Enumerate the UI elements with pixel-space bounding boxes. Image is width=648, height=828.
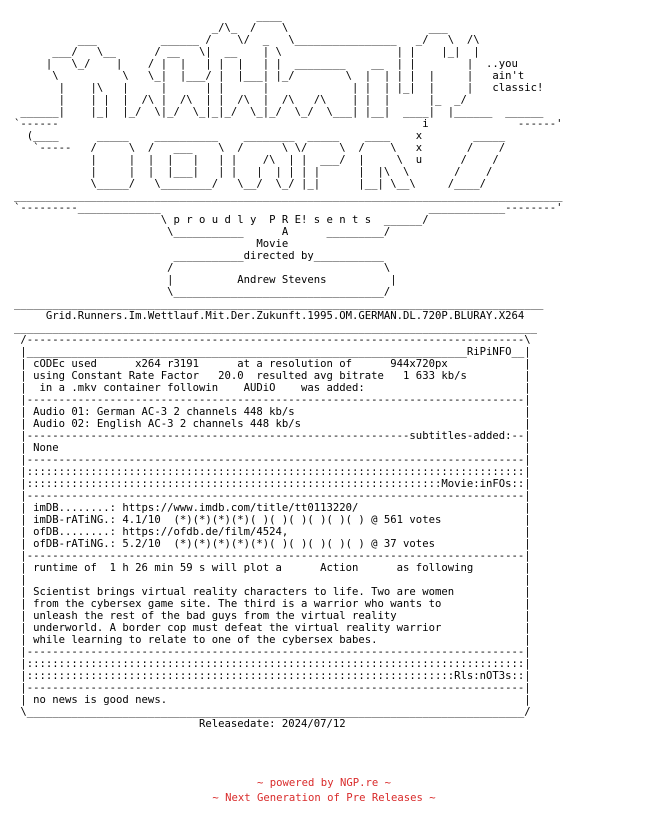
footer-tagline: ~ Next Generation of Pre Releases ~	[212, 792, 436, 804]
footer-powered-by: ~ powered by NGP.re ~	[257, 777, 391, 789]
nfo-ascii-text: ____ _/\_ / \ ___ ___ ______ / \/ _ \________________ _/ \ /\ ___/ \__ / __ \| __ | \ | | |_| | | \_/ | / | | | | | | | ________ __ | | | ..you \ \ \_| |___/ | |___| |_/ \ | | | | | | ain't | |\ | | | | | | | | |_| | | classic! | | | | /\ | /\ | | /\ | /\ /\ | | | |_ _/ ______| |_| |_/ \|_/ \_|_|_/ \_|_/ \_/ \___| |__| ____| |______ ______ `------ i ------' (____ _____ __________ ________ _____ ____ x _____ `----- / \ / ___ \ / \ \/ \ / \ x / / | | | | | | | /\ | | ___/ | \ u / / | | | |___| | | | | | | | | |\ \ / / \_____/ \________/ \__/ \_/ |_| |__| \__\ /____/ ______________________________________________________________________________________ `---------_____________ ____________--------' \ p r o u d l y P R E! s e n t s ______/ \___________ A _________/ Movie ___________directed by___________ / \ | Andrew Stevens | \_________________________________/ ___________________________________________________________________________________ Grid.Runners.Im.Wettlauf.Mit.Der.Zukunft.1995.OM.GERMAN.DL.720P.BLURAY.X264 __________________________________________________________________________________ /------------------------------------------------------------------------------\ |_____________________________________________________________________RiPiNFO__| | cODEc used x264 r3191 at a resolution of 944x720px | | using Constant Rate Factor 20.0 resulted avg bitrate 1 633 kb/s | | in a .mkv container followin AUDiO was added: | |------------------------------------------------------------------------------| | Audio 01: German AC-3 2 channels 448 kb/s | | Audio 02: English AC-3 2 channels 448 kb/s | |------------------------------------------------------------subtitles-added:--| | None | |------------------------------------------------------------------------------| |::::::::::::::::::::::::::::::::::::::::::::::::::::::::::::::::::::::::::::::| |:::::::::::::::::::::::::::::::::::::::::::::::::::::::::::::::::Movie:inFOs::| |------------------------------------------------------------------------------| | imDB........: https://www.imdb.com/title/tt0113220/ | | imDB-rATiNG.: 4.1/10 (*)(*)(*)(*)( )( )( )( )( )( ) @ 561 votes | | ofDB........: https://ofdb.de/film/4524, | | ofDB-rATiNG.: 5.2/10 (*)(*)(*)(*)(*)( )( )( )( )( ) @ 37 votes | |------------------------------------------------------------------------------| | runtime of 1 h 26 min 59 s will plot a Action as following | | | | Scientist brings virtual reality characters to life. Two are women | | from the cybersex game site. The third is a warrior who wants to | | unleash the rest of the bad guys from the virtual reality | | underworld. A border cop must defeat the virtual reality warrior | | while learning to relate to one of the cybersex babes. | |------------------------------------------------------------------------------| |::::::::::::::::::::::::::::::::::::::::::::::::::::::::::::::::::::::::::::::| |:::::::::::::::::::::::::::::::::::::::::::::::::::::::::::::::::::Rls:nOT3s::| |------------------------------------------------------------------------------| | no news is good news. | \______________________________________________________________________________/ Releasedate: 2024/07/12	[14, 10, 563, 730]
